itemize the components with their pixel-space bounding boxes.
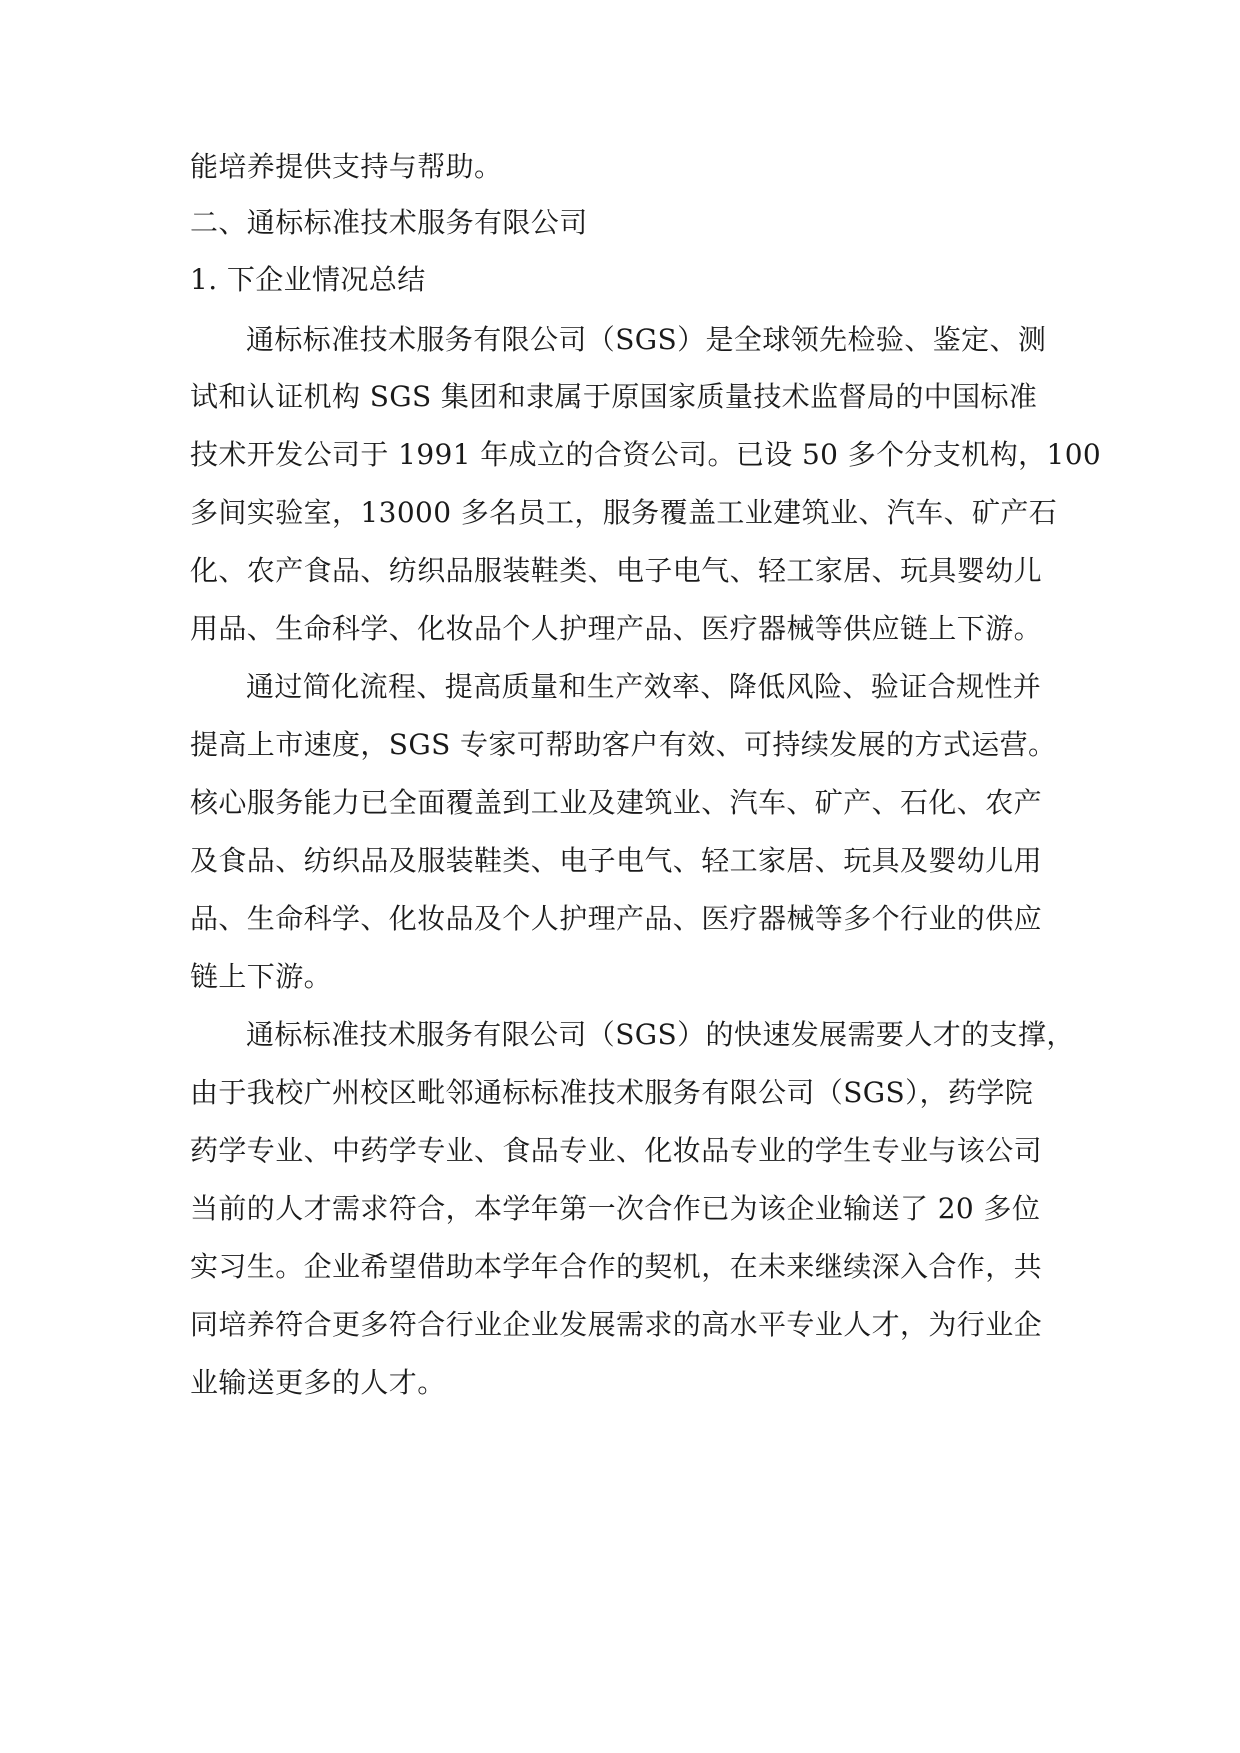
paragraph-1-line-5: 化、农产食品、纺织品服装鞋类、电子电气、轻工家居、玩具婴幼儿 — [190, 554, 1043, 587]
paragraph-1-line-6: 用品、生命科学、化妆品个人护理产品、医疗器械等供应链上下游。 — [190, 612, 1043, 645]
paragraph-2-line-1: 通过简化流程、提高质量和生产效率、降低风险、验证合规性并 — [246, 670, 1042, 703]
subsection-heading: 1. 下企业情况总结 — [190, 263, 426, 296]
paragraph-3-line-1: 通标标准技术服务有限公司（SGS）的快速发展需要人才的支撑， — [246, 1018, 1075, 1051]
paragraph-1-line-4: 多间实验室，13000 多名员工，服务覆盖工业建筑业、汽车、矿产石 — [190, 496, 1058, 529]
paragraph-1-line-3: 技术开发公司于 1991 年成立的合资公司。已设 50 多个分支机构，100 — [190, 438, 1102, 471]
paragraph-3-line-3: 药学专业、中药学专业、食品专业、化妆品专业的学生专业与该公司 — [190, 1134, 1043, 1167]
paragraph-1-line-1: 通标标准技术服务有限公司（SGS）是全球领先检验、鉴定、测 — [246, 323, 1047, 356]
paragraph-3-line-2: 由于我校广州校区毗邻通标标准技术服务有限公司（SGS），药学院 — [190, 1076, 1034, 1109]
paragraph-2-line-6: 链上下游。 — [190, 960, 333, 993]
section-heading: 二、通标标准技术服务有限公司 — [190, 206, 588, 239]
paragraph-3-line-7: 业输送更多的人才。 — [190, 1366, 446, 1399]
paragraph-3-line-6: 同培养符合更多符合行业企业发展需求的高水平专业人才，为行业企 — [190, 1308, 1043, 1341]
paragraph-1-line-2: 试和认证机构 SGS 集团和隶属于原国家质量技术监督局的中国标准 — [190, 380, 1038, 413]
paragraph-2-line-3: 核心服务能力已全面覆盖到工业及建筑业、汽车、矿产、石化、农产 — [190, 786, 1043, 819]
paragraph-2-line-4: 及食品、纺织品及服装鞋类、电子电气、轻工家居、玩具及婴幼儿用 — [190, 844, 1043, 877]
paragraph-3-line-4: 当前的人才需求符合，本学年第一次合作已为该企业输送了 20 多位 — [190, 1192, 1041, 1225]
paragraph-2-line-5: 品、生命科学、化妆品及个人护理产品、医疗器械等多个行业的供应 — [190, 902, 1043, 935]
paragraph-3-line-5: 实习生。企业希望借助本学年合作的契机，在未来继续深入合作，共 — [190, 1250, 1043, 1283]
paragraph-2-line-2: 提高上市速度，SGS 专家可帮助客户有效、可持续发展的方式运营。 — [190, 728, 1057, 761]
paragraph-continuation-line: 能培养提供支持与帮助。 — [190, 150, 503, 183]
